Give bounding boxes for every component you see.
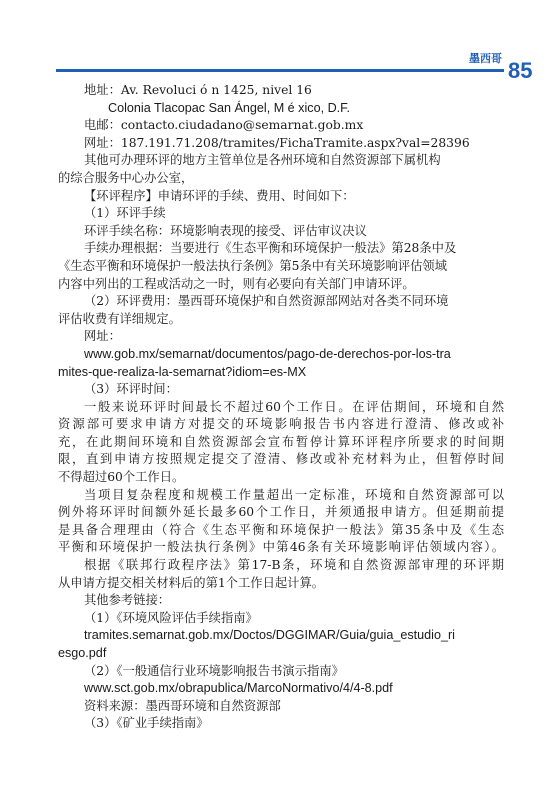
text-line: 内容中列出的工程或活动之一时，则有必要向有关部门申请环评。 bbox=[58, 276, 415, 291]
text-line: 限，直到申请方按照规定提交了澄清、修改或补充材料为止，但暂停时间 bbox=[58, 452, 504, 467]
text-line: 资料来源：墨西哥环境和自然资源部 bbox=[84, 698, 281, 713]
text-line: 手续办理根据：当要进行《生态平衡和环境保护一般法》第28条中及 bbox=[84, 241, 457, 256]
text-line: （1）《环境风险评估手续指南》 bbox=[84, 610, 258, 625]
text-line: mites-que-realiza-la-semarnat?idiom=es-MX bbox=[58, 364, 307, 379]
text-line: 充，在此期间环境和自然资源部会宣布暂停计算环评程序所要求的时间期 bbox=[58, 434, 504, 449]
text-line: esgo.pdf bbox=[58, 646, 107, 660]
text-line: （3）《矿业手续指南》 bbox=[84, 716, 209, 731]
text-line[interactable]: 电邮：contacto.ciudadano@semarnat.gob.mx bbox=[84, 118, 364, 133]
text-line[interactable]: 网址：187.191.71.208/tramites/FichaTramite.aspx?val=28396 bbox=[84, 135, 470, 150]
text-line[interactable]: www.sct.gob.mx/obrapublica/MarcoNormativo/4/4-8.pdf bbox=[84, 681, 393, 696]
body-text bbox=[58, 82, 504, 733]
text-line: 《生态平衡和环境保护一般法执行条例》第5条中有关环境影响评估领域 bbox=[58, 258, 448, 273]
text-line: （2）环评费用：墨西哥环境保护和自然资源部网站对各类不同环境 bbox=[84, 294, 449, 309]
text-line: 【环评程序】申请环评的手续、费用、时间如下： bbox=[84, 188, 355, 203]
header-title: 墨西哥 bbox=[469, 52, 502, 65]
text-line: 当项目复杂程度和规模工作量超出一定标准，环境和自然资源部可以 bbox=[84, 487, 504, 502]
text-line: 资源部可要求申请方对提交的环境影响报告书内容进行澄清、修改或补 bbox=[58, 417, 504, 432]
text-line: 其他可办理环评的地方主管单位是各州环境和自然资源部下属机构 bbox=[84, 153, 441, 168]
text-line[interactable]: www.gob.mx/semarnat/documentos/pago-de-derechos-por-los-tra bbox=[84, 346, 451, 361]
text-line: 网址： bbox=[84, 329, 121, 344]
text-line: 其他参考链接： bbox=[84, 593, 171, 608]
text-line: （3）环评时间： bbox=[84, 382, 178, 397]
text-line: 是具备合理理由（符合《生态平衡和环境保护一般法》第35条中及《生态 bbox=[58, 522, 504, 537]
page-number: 85 bbox=[508, 58, 533, 83]
text-line: 评估收费有详细规定。 bbox=[58, 311, 181, 326]
header-rule bbox=[56, 69, 504, 72]
text-line: 环评手续名称：环境影响表现的接受、评估审议决议 bbox=[84, 223, 367, 238]
text-line: 根据《联邦行政程序法》第17-B条，环境和自然资源部审理的环评期 bbox=[84, 558, 504, 573]
text-line: （1）环评手续 bbox=[84, 206, 166, 221]
text-line: 从申请方提交相关材料后的第1个工作日起计算。 bbox=[58, 575, 325, 590]
text-line: Colonia Tlacopac San Ángel, M é xico, D.F. bbox=[108, 100, 350, 115]
text-line: （2）《一般通信行业环境影响报告书演示指南》 bbox=[84, 663, 344, 678]
text-line[interactable]: tramites.semarnat.gob.mx/Doctos/DGGIMAR/Guia/guia_estudio_ri bbox=[84, 628, 455, 643]
text-line: 不得超过60个工作日。 bbox=[58, 470, 185, 485]
text-line: 一般来说环评时间最长不超过60个工作日。在评估期间，环境和自然 bbox=[84, 399, 504, 414]
text-line: 的综合服务中心办公室， bbox=[58, 170, 194, 185]
text-line: 例外将环评时间额外延长最多60个工作日，并须通报申请方。但延期前提 bbox=[58, 505, 504, 520]
text-line: 平衡和环境保护一般法执行条例》中第46条有关环境影响评估领域内容）。 bbox=[58, 540, 504, 555]
text-line: 地址：Av. Revoluci ó n 1425, nivel 16 bbox=[84, 83, 312, 97]
